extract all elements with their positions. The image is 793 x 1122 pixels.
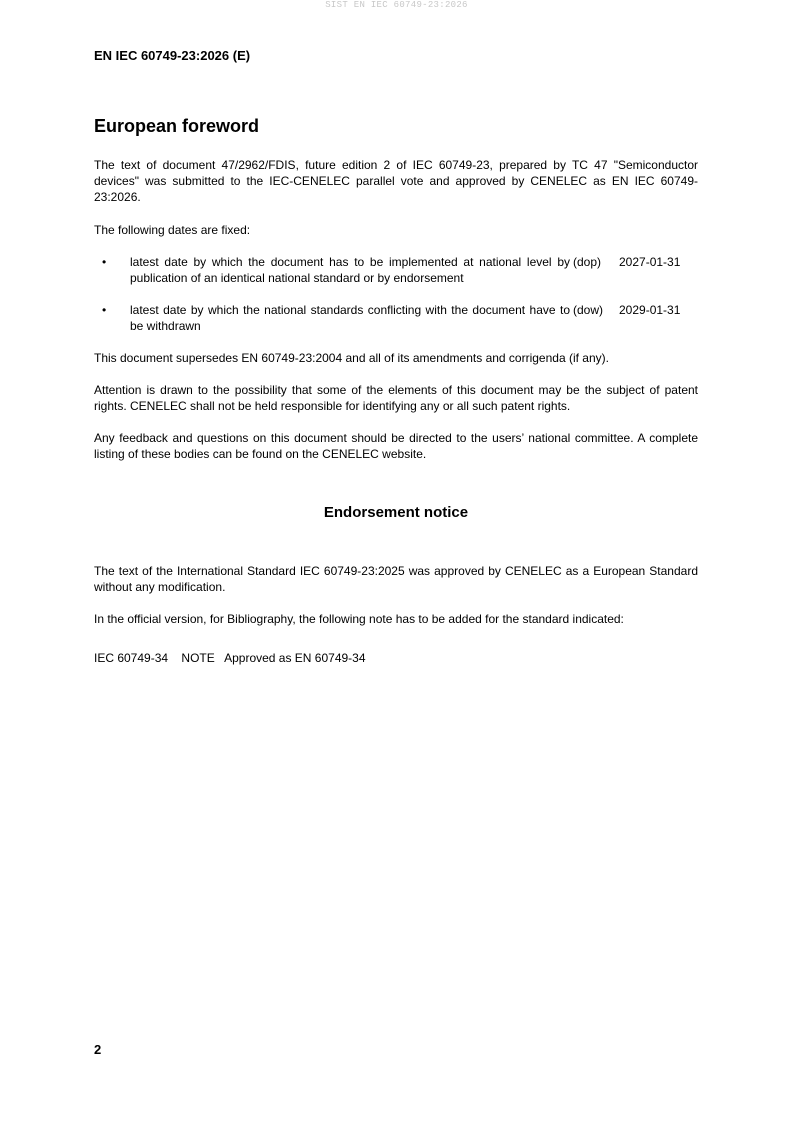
date-item-text: latest date by which the national standards conflicting with the document have to be withdrawn	[130, 303, 570, 333]
date-item-code: (dop)	[573, 255, 602, 269]
bullet: •	[102, 255, 107, 269]
watermark: SIST EN IEC 60749-23:2026	[325, 0, 468, 10]
foreword-title: European foreword	[94, 116, 260, 136]
foreword-paragraph-1: The text of document 47/2962/FDIS, future edition 2 of IEC 60749-23, prepared by TC 47 "Semiconductor devices" was submitted to the IEC-CENELEC parallel vote and approved by CENELEC as EN IEC 60749-23:2026.	[94, 158, 698, 204]
date-item-dow	[94, 302, 698, 336]
bullet: •	[102, 303, 107, 317]
date-item-dop	[94, 254, 698, 288]
dates-intro: The following dates are fixed:	[94, 223, 251, 237]
document-identifier: EN IEC 60749-23:2026 (E)	[94, 48, 251, 63]
bibliography-note	[94, 650, 366, 666]
endorsement-paragraph-2: In the official version, for Bibliography, the following note has to be added for the standard indicated:	[94, 612, 624, 626]
date-item-date: 2029-01-31	[619, 303, 681, 317]
foreword-paragraph-feedback: Any feedback and questions on this document should be directed to the users’ national committee. A complete listing of these bodies can be found on the CENELEC website.	[94, 431, 698, 461]
note-label: NOTE	[181, 651, 215, 665]
date-item-code: (dow)	[573, 303, 604, 317]
endorsement-paragraph-1: The text of the International Standard IEC 60749-23:2025 was approved by CENELEC as a European Standard without any modification.	[94, 564, 698, 594]
date-item-text: latest date by which the document has to be implemented at national level by publication of an identical national standard or by endorsement	[130, 255, 570, 285]
note-standard: IEC 60749-34	[94, 651, 169, 665]
foreword-paragraph-supersedes: This document supersedes EN 60749-23:2004 and all of its amendments and corrigenda (if any).	[94, 351, 609, 365]
endorsement-title: Endorsement notice	[323, 504, 469, 521]
note-text: Approved as EN 60749-34	[224, 651, 366, 665]
date-item-date: 2027-01-31	[619, 255, 681, 269]
page-number: 2	[94, 1042, 102, 1057]
foreword-paragraph-patents: Attention is drawn to the possibility that some of the elements of this document may be the subject of patent rights. CENELEC shall not be held responsible for identifying any or all such patent rights.	[94, 383, 698, 413]
